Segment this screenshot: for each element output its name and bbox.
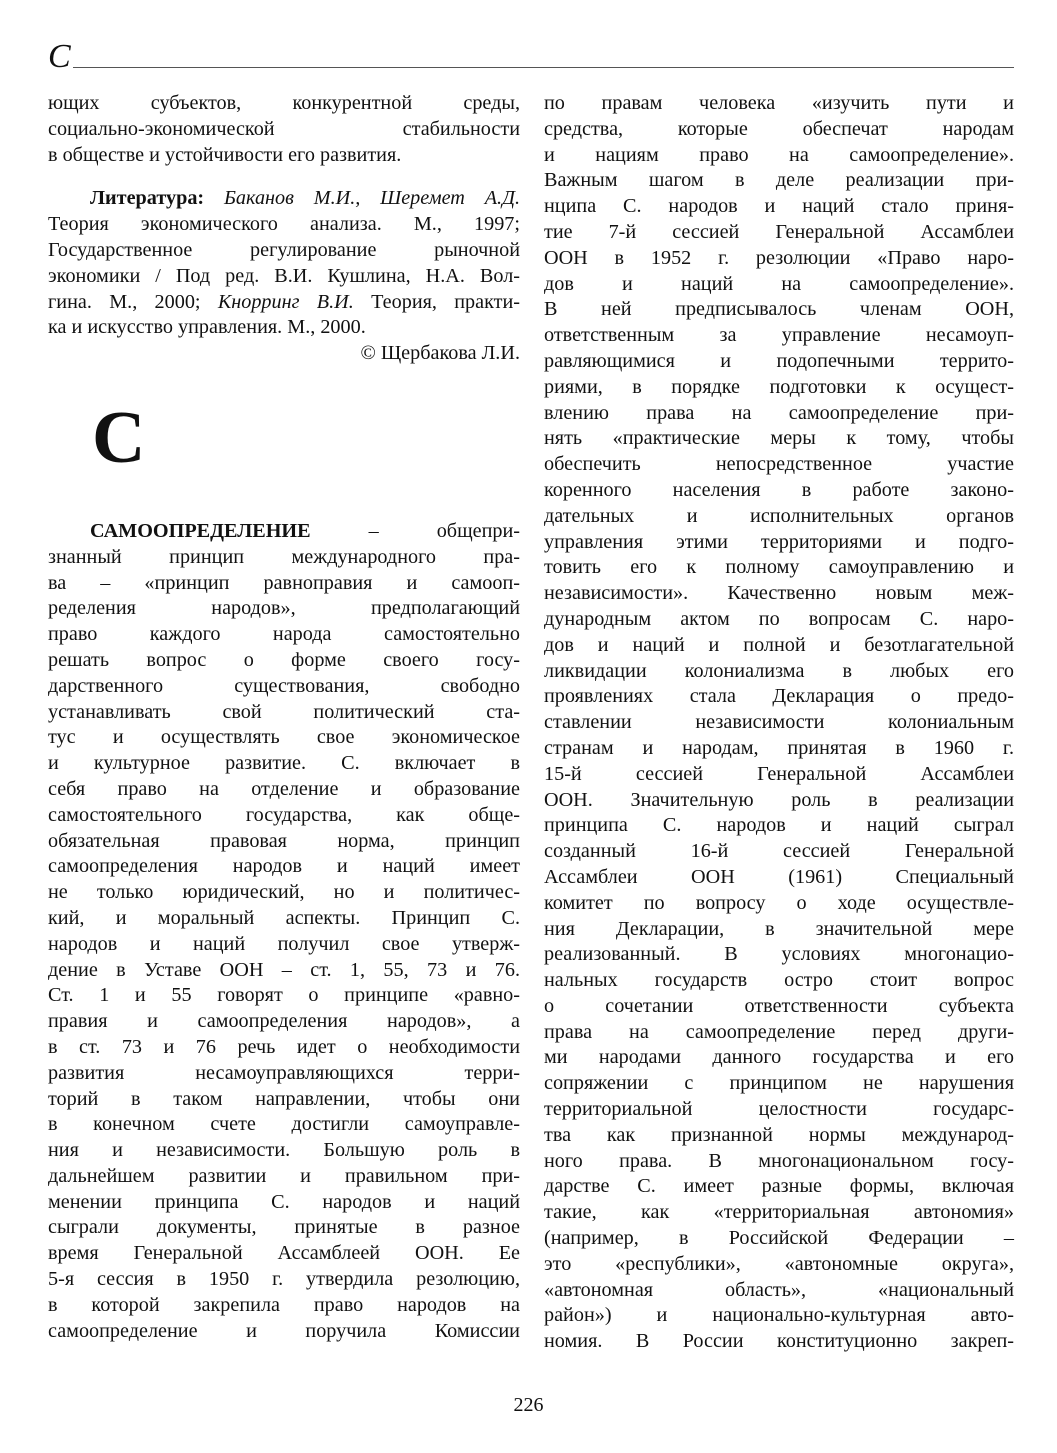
text-line: Государственное регулирование рыночной xyxy=(48,238,520,261)
text-line: не только юридический, но и политичес- xyxy=(48,881,520,904)
literature-first-line xyxy=(48,186,520,212)
text-line: нять «практические меры к тому, чтобы xyxy=(544,427,1014,450)
text-line: народов и наций получил свое утверж- xyxy=(48,932,520,955)
text-fragment: гина. М., 2000; xyxy=(48,290,201,313)
text-line: ка и искусство управления. М., 2000. xyxy=(48,316,366,339)
text-line: странам и народам, принятая в 1960 г. xyxy=(544,736,1014,759)
text-fragment: Теория, практи- xyxy=(371,290,520,313)
text-line: Ст. 1 и 55 говорят о принципе «равно- xyxy=(48,984,520,1007)
page-number: 226 xyxy=(513,1394,544,1416)
text-line: управления этими территориями и подго- xyxy=(544,530,1014,553)
text-line: реализованный. В условиях многонацио- xyxy=(544,943,1014,966)
running-head-rule xyxy=(73,67,1014,68)
text-line: риями, в порядке подготовки к осущест- xyxy=(544,375,1014,398)
text-line: сыграли документы, принятые в разное xyxy=(48,1216,520,1239)
text-line: независимости». Качественно новым меж- xyxy=(544,582,1014,605)
text-line: дение в Уставе ООН – ст. 1, 55, 73 и 76. xyxy=(48,958,520,981)
text-line: тус и осуществлять свое экономическое xyxy=(48,726,520,749)
text-line: ного права. В многонациональном госу- xyxy=(544,1149,1014,1172)
text-line: 5-я сессия в 1950 г. утвердила резолюцию, xyxy=(48,1268,520,1291)
text-line: ния и независимости. Большую роль в xyxy=(48,1139,520,1162)
text-line: дународным актом по вопросам С. наро- xyxy=(544,607,1014,630)
entry-first-line xyxy=(48,519,520,545)
left-column xyxy=(48,91,520,1344)
text-line: ставлении независимости колониальным xyxy=(544,711,1014,734)
literature-authors: Баканов М.И., Шеремет А.Д. xyxy=(224,187,520,210)
text-line: Важным шагом в деле реализации при- xyxy=(544,169,1014,192)
text-line: такие, как «территориальная автономия» xyxy=(544,1201,1014,1224)
text-line: тва как признанной нормы международ- xyxy=(544,1123,1014,1146)
previous-entry-ending xyxy=(48,91,520,168)
literature-line-5 xyxy=(48,290,520,316)
text-line: обязательная правовая норма, принцип xyxy=(48,829,520,852)
text-line: ООН. Значительную роль в реализации xyxy=(544,788,1014,811)
text-line: развития несамоуправляющихся терри- xyxy=(48,1061,520,1084)
text-line: по правам человека «изучить пути и xyxy=(544,92,1014,114)
text-line: устанавливать свой политический ста- xyxy=(48,700,520,723)
text-line: район») и национально-культурная авто- xyxy=(544,1304,1014,1327)
text-line: «автономная область», «национальный xyxy=(544,1278,1014,1301)
text-line: Ассамблеи ООН (1961) Специальный xyxy=(544,865,1014,888)
text-line: дарственного существования, свободно xyxy=(48,674,520,697)
text-line: сопряжении с принципом не нарушения xyxy=(544,1072,1014,1095)
text-line: знанный принцип международного пра- xyxy=(48,545,520,568)
text-line: в которой закрепила право народов на xyxy=(48,1293,520,1316)
text-line: дов и наций на самоопределение». xyxy=(544,272,1014,295)
text-line: ва – «принцип равноправия и самооп- xyxy=(48,571,520,594)
text-line: ределения народов», предполагающий xyxy=(48,597,520,620)
text-line: территориальной целостности государс- xyxy=(544,1098,1014,1121)
text-fragment: – общепри- xyxy=(368,519,520,542)
dictionary-entry xyxy=(48,519,520,1345)
text-line: самоопределение и поручила Комиссии xyxy=(48,1319,520,1342)
text-line: обеспечить непосредственное участие xyxy=(544,453,1014,476)
text-line: средства, которые обеспечат народам xyxy=(544,117,1014,140)
text-line: В ней предписывалось членам ООН, xyxy=(544,298,1014,321)
literature-label: Литература: xyxy=(90,187,205,210)
running-head-letter: С xyxy=(48,38,71,75)
text-line: номия. В России конституционно закреп- xyxy=(544,1330,1014,1353)
text-line: торий в таком направлении, чтобы они xyxy=(48,1087,520,1110)
text-line: решать вопрос о форме своего госу- xyxy=(48,648,520,671)
text-line: ми народами данного государства и его xyxy=(544,1046,1014,1069)
text-line: кий, и моральный аспекты. Принцип С. xyxy=(48,906,520,929)
literature-block xyxy=(48,186,520,367)
text-line: в конечном счете достигли самоуправле- xyxy=(48,1113,520,1136)
text-line: ликвидации колониализма в любых его xyxy=(544,659,1014,682)
text-line: дарстве С. имеет разные формы, включая xyxy=(544,1175,1014,1198)
text-line: нципа С. народов и наций стало приня- xyxy=(544,195,1014,218)
text-line: принципа С. народов и наций сыграл xyxy=(544,814,1014,837)
text-line: коренного населения в работе законо- xyxy=(544,478,1014,501)
text-line: (например, в Российской Федерации – xyxy=(544,1227,1014,1250)
text-line: Теория экономического анализа. М., 1997; xyxy=(48,213,520,236)
text-line: влению права на самоопределение при- xyxy=(544,401,1014,424)
right-column xyxy=(544,91,1014,1355)
text-line: права на самоопределение перед други- xyxy=(544,1020,1014,1043)
text-line: и культурное развитие. С. включает в xyxy=(48,752,520,775)
text-line: право каждого народа самостоятельно xyxy=(48,623,520,646)
text-line: товить его к полному самоуправлению и xyxy=(544,556,1014,579)
text-line: созданный 16-й сессией Генеральной xyxy=(544,840,1014,863)
text-line: тие 7-й сессией Генеральной Ассамблеи xyxy=(544,220,1014,243)
text-line: 15-й сессией Генеральной Ассамблеи xyxy=(544,762,1014,785)
text-line: менении принципа С. народов и наций xyxy=(48,1190,520,1213)
text-line: о сочетании ответственности субъекта xyxy=(544,994,1014,1017)
entry-term: САМООПРЕДЕЛЕНИЕ xyxy=(90,519,311,542)
text-line: это «республики», «автономные округа», xyxy=(544,1252,1014,1275)
text-line: ющих субъектов, конкурентной среды, xyxy=(48,92,520,114)
text-line: и нациям право на самоопределение». xyxy=(544,143,1014,166)
text-line: дальнейшем развитии и правильном при- xyxy=(48,1164,520,1187)
text-line: дов и наций и полной и безотлагательной xyxy=(544,633,1014,656)
text-line: нальных государств остро стоит вопрос xyxy=(544,969,1014,992)
text-line: ответственным за управление несамоуп- xyxy=(544,324,1014,347)
text-line: правия и самоопределения народов», а xyxy=(48,1010,520,1033)
text-line: социально-экономической стабильности xyxy=(48,117,520,140)
literature-author: Кнорринг В.И. xyxy=(217,290,354,313)
copyright-author: © Щербакова Л.И. xyxy=(360,342,520,365)
section-letter: С xyxy=(92,396,146,479)
text-line: дательных и исполнительных органов xyxy=(544,504,1014,527)
text-line: самостоятельного государства, как обще- xyxy=(48,803,520,826)
text-line: экономики / Под ред. В.И. Кушлина, Н.А. Вол- xyxy=(48,264,520,287)
text-line: ООН в 1952 г. резолюции «Право наро- xyxy=(544,246,1014,269)
text-line: время Генеральной Ассамблеей ООН. Ее xyxy=(48,1242,520,1265)
text-line: равляющимися и подопечными террито- xyxy=(544,349,1014,372)
text-line: себя право на отделение и образование xyxy=(48,777,520,800)
text-line: самоопределения народов и наций имеет xyxy=(48,855,520,878)
running-head xyxy=(48,40,1014,74)
text-line: проявлениях стала Декларация о предо- xyxy=(544,685,1014,708)
text-line: в ст. 73 и 76 речь идет о необходимости xyxy=(48,1035,520,1058)
text-line: комитет по вопросу о ходе осуществле- xyxy=(544,891,1014,914)
text-line: ния Декларации, в значительной мере xyxy=(544,917,1014,940)
text-line: в обществе и устойчивости его развития. xyxy=(48,143,402,166)
